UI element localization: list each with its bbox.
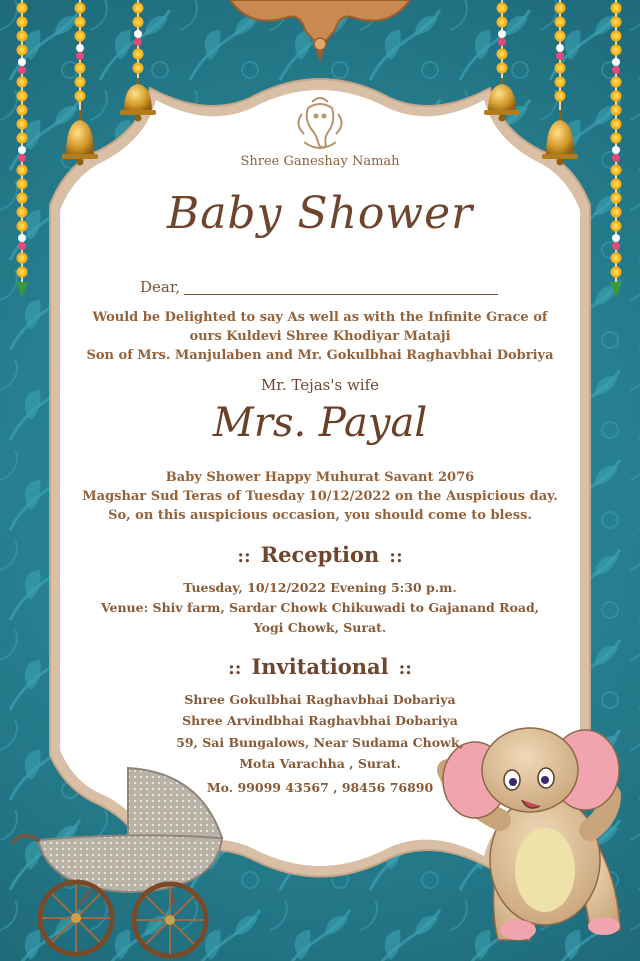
reception-heading (0, 542, 640, 567)
muhurat-line-1: Baby Shower Happy Muhurat Savant 2076 (165, 470, 475, 485)
reception-line-3: Yogi Chowk, Surat. (253, 620, 387, 635)
heading-mark: :: (398, 658, 412, 679)
honoree-name: Mrs. Payal (212, 400, 428, 446)
invitational-heading (0, 654, 640, 679)
invitational-line-3: 59, Sai Bungalows, Near Sudama Chowk, (176, 735, 464, 750)
intro-line-3: Son of Mrs. Manjulaben and Mr. Gokulbhai Raghavbhai Dobriya (86, 348, 554, 363)
reception-line-2: Venue: Shiv farm, Sardar Chowk Chikuwadi to Gajanand Road, (100, 600, 540, 615)
contact-phone: Mo. 99099 43567 , 98456 76890 (206, 780, 434, 795)
heading-mark: :: (389, 546, 403, 567)
wife-of-text: Mr. Tejas's wife (260, 376, 380, 394)
muhurat-line-2: Magshar Sud Teras of Tuesday 10/12/2022 on the Auspicious day. (82, 489, 558, 504)
blessing-text: Shree Ganeshay Namah (240, 154, 400, 169)
dear-label: Dear, (140, 278, 181, 296)
invitational-line-1: Shree Gokulbhai Raghavbhai Dobariya (184, 692, 456, 707)
guest-name-line (184, 294, 498, 295)
reception-heading-text: Reception (260, 542, 380, 567)
intro-line-2: ours Kuldevi Shree Khodiyar Mataji (189, 329, 451, 344)
heading-mark: :: (228, 658, 242, 679)
invitational-line-4: Mota Varachha , Surat. (239, 756, 401, 771)
muhurat-line-3: So, on this auspicious occasion, you should come to bless. (108, 508, 532, 523)
invitational-line-2: Shree Arvindbhai Raghavbhai Dobariya (182, 713, 458, 728)
invitational-heading-text: Invitational (251, 654, 389, 679)
reception-line-1: Tuesday, 10/12/2022 Evening 5:30 p.m. (183, 580, 457, 595)
event-title: Baby Shower (166, 188, 474, 239)
heading-mark: :: (237, 546, 251, 567)
intro-line-1: Would be Delighted to say As well as with the Infinite Grace of (92, 310, 548, 325)
